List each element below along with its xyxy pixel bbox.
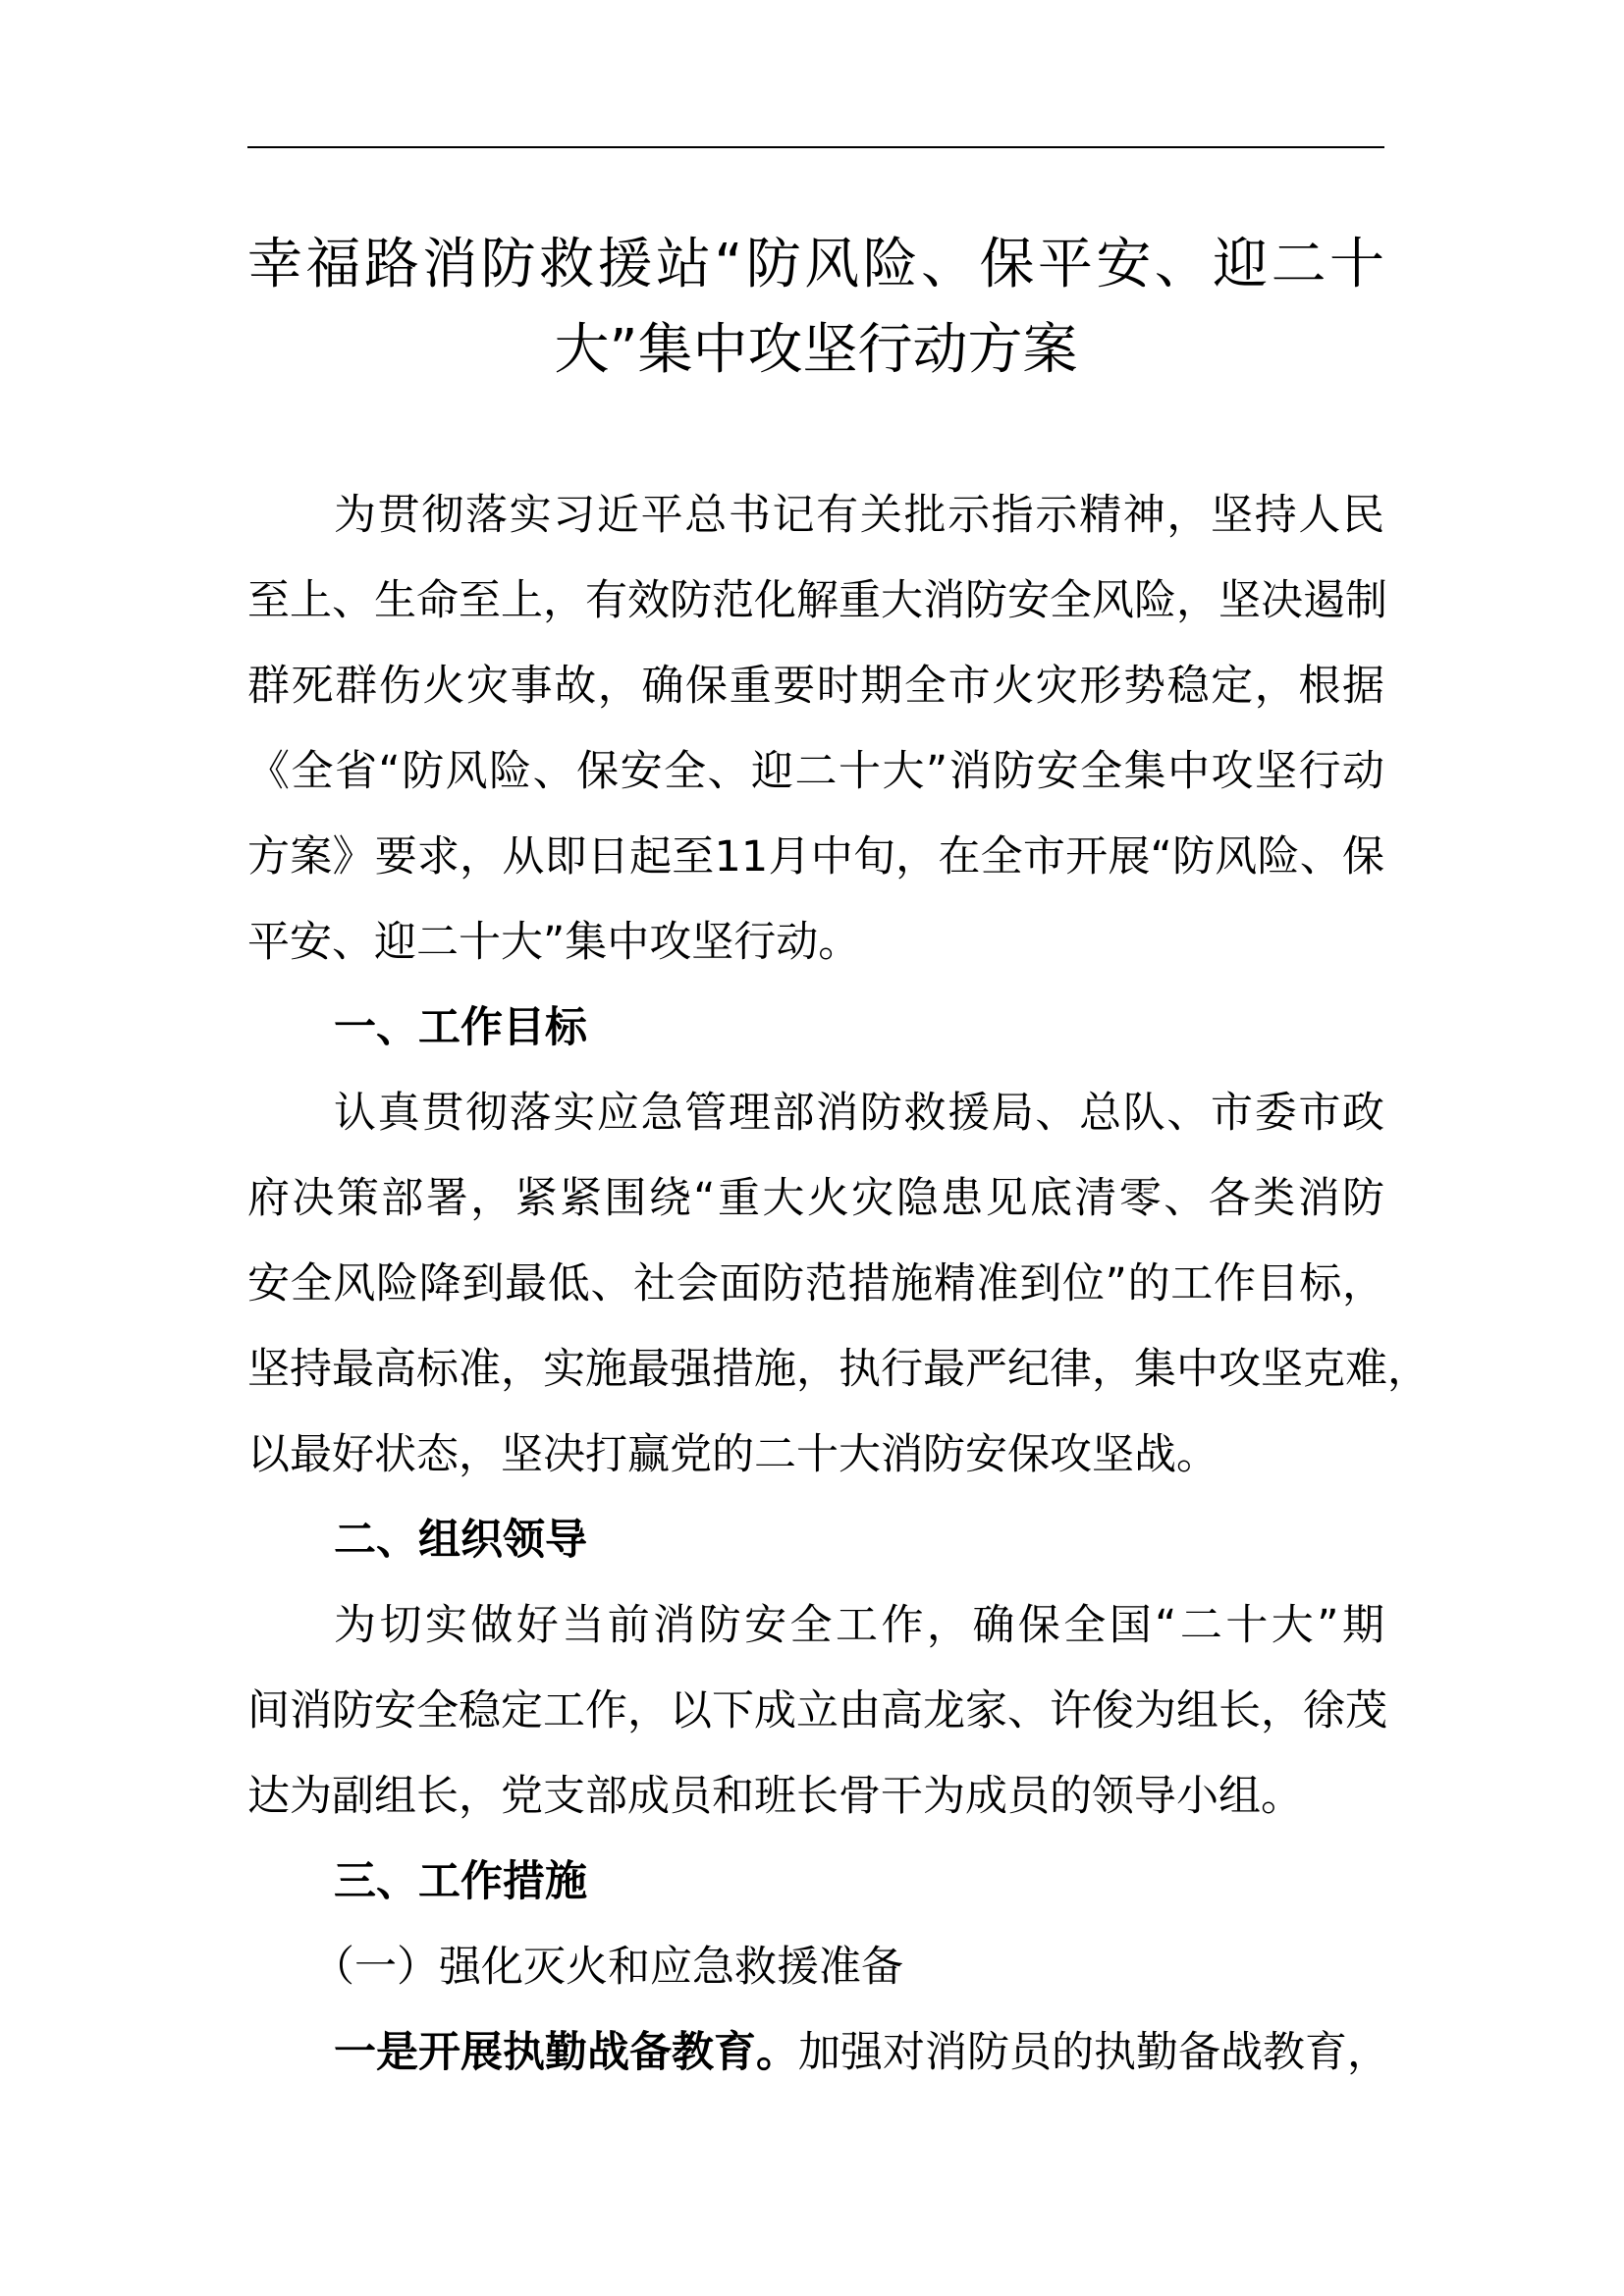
- paragraph-line: 群死群伤火灾事故，确保重要时期全市火灾形势稳定，根据: [247, 662, 1384, 711]
- paragraph-line: 府决策部署，紧紧围绕“重大火灾隐患见底清零、各类消防: [247, 1174, 1384, 1223]
- paragraph-line: 至上、生命至上，有效防范化解重大消防安全风险，坚决遏制: [247, 576, 1387, 625]
- paragraph-line: 坚持最高标准，实施最强措施，执行最严纪律，集中攻坚克难，: [247, 1345, 1430, 1394]
- paragraph-line: 达为副组长，党支部成员和班长骨干为成员的领导小组。: [247, 1772, 1303, 1821]
- item-text: 加强对消防员的执勤备战教育，: [798, 2028, 1389, 2077]
- header-rule: [247, 146, 1384, 148]
- paragraph-line: 为贯彻落实习近平总书记有关批示指示精神，坚持人民: [334, 491, 1384, 540]
- item-lead: 一是开展执勤战备教育。: [334, 2028, 798, 2077]
- paragraph-line: 方案》要求，从即日起至11月中旬，在全市开展“防风险、保: [247, 832, 1384, 881]
- paragraph-line: 认真贯彻落实应急管理部消防救援局、总队、市委市政: [334, 1089, 1384, 1138]
- title-line: 幸福路消防救援站“防风险、保平安、迎二十: [247, 233, 1384, 296]
- paragraph-line: 以最好状态，坚决打赢党的二十大消防安保攻坚战。: [247, 1430, 1218, 1479]
- subsection-heading: （一）强化灭火和应急救援准备: [312, 1943, 903, 1992]
- title-line: 大”集中攻坚行动方案: [554, 318, 1078, 382]
- paragraph-line: 为切实做好当前消防安全工作，确保全国“二十大”期: [334, 1601, 1384, 1650]
- paragraph-line: 间消防安全稳定工作，以下成立由高龙家、许俊为组长，徐茂: [247, 1686, 1387, 1735]
- paragraph-line: [247, 2010, 1389, 2096]
- section-heading: 二、组织领导: [334, 1516, 587, 1565]
- section-heading: 一、工作目标: [334, 1003, 587, 1052]
- paragraph-line: 平安、迎二十大”集中攻坚行动。: [247, 918, 861, 967]
- paragraph-line: 《全省“防风险、保安全、迎二十大”消防安全集中攻坚行动: [247, 747, 1384, 796]
- section-heading: 三、工作措施: [334, 1857, 587, 1906]
- paragraph-line: 安全风险降到最低、社会面防范措施精准到位”的工作目标，: [247, 1259, 1384, 1308]
